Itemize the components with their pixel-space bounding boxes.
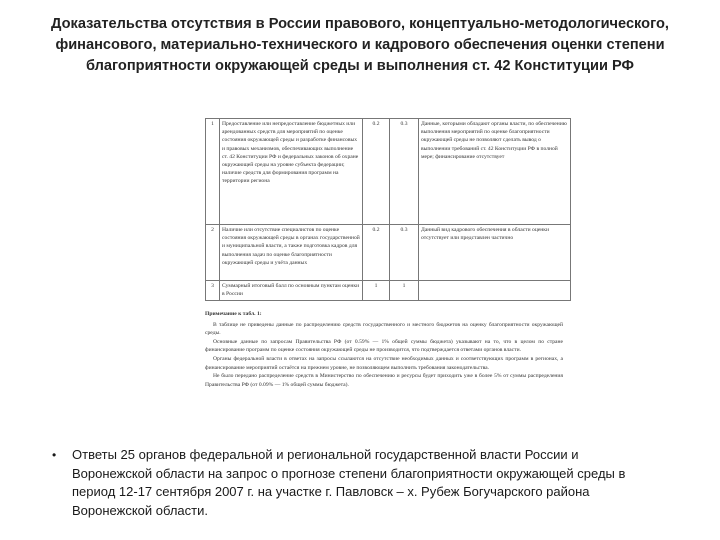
score-a: 1 (363, 281, 390, 301)
row-text: Предоставление или непредоставление бюджетных или арендованных средств для мероприятий по оценке состояния окружающей среды и разработке финансовых и правовых механизмов, обеспечивающих выполнение ст. 42 Конституции РФ и федеральных законов об охране окружающей среды на уровне субъекта федерации; наличие средств для формирования программ на территории региона (220, 119, 363, 225)
note-paragraph: Органы федеральной власти в ответах на запросы ссылаются на отсутствие необходимых данных и соответствующих программ в регионах, а финансирование мероприятий остаётся на прежнем уровне, не позволяющем выполнить требования законодательства. (205, 355, 563, 371)
score-b: 1 (390, 281, 419, 301)
row-text: Суммарный итоговый балл по основным пунктам оценки в России (220, 281, 363, 301)
bullet-text: Ответы 25 органов федеральной и региональной государственной власти России и Воронежской области на запрос о прогнозе степени благоприятности окружающей среды в период 12-17 сентября 2007 г. на участке г. Павловск – х. Рубеж Богучарского района Воронежской области. (72, 447, 626, 518)
note-paragraph: Не было передано распределение средств в Министерство по обеспечению и ресурсы будет приходить уже в более 5% от суммы распределения Правительства РФ (от 0.09% — 1% общей суммы бюджета). (205, 373, 563, 388)
row-comment: Данный вид кадрового обеспечения в области оценки отсутствует или представлен частично (419, 225, 571, 281)
score-a: 0.2 (363, 225, 390, 281)
row-comment: Данные, которыми обладают органы власти, по обеспечению выполнения мероприятий по оценке благоприятности окружающей среды не позволяют сделать вывод о выполнении требований ст. 42 Конституции РФ в полной мере; финансирование отсутствует (419, 119, 571, 225)
row-number: 2 (206, 225, 220, 281)
note-paragraph: В таблице не приведены данные по распределению средств государственного и местного бюджетов на оценку благоприятности окружающей среды. (205, 321, 563, 337)
table-notes (205, 310, 563, 389)
row-number: 1 (206, 119, 220, 225)
table-row (206, 281, 571, 301)
note-paragraph: Основные данные по запросам Правительства РФ (от 0.59% — 1% общей суммы бюджета) указывают на то, что в целом по стране финансирование программ по оценке состояния окружающей среды не производится, что подтверждается ответами органов власти. (205, 338, 563, 354)
table-row (206, 225, 571, 281)
score-b: 0.3 (390, 225, 419, 281)
row-number: 3 (206, 281, 220, 301)
row-text: Наличие или отсутствие специалистов по оценке состояния окружающей среды в органах государственной и муниципальной власти, а также подготовка кадров для выполнения задач по оценке благоприятности окружающей среды и учёта данных (220, 225, 363, 281)
slide-title: Доказательства отсутствия в России правового, концептуально-методологического, финансового, материально-технического и кадрового обеспечения оценки степени благоприятности окружающей среды и выполнения ст. 42 Конституции РФ (51, 16, 669, 74)
table-row (206, 119, 571, 225)
evidence-table (205, 118, 571, 301)
score-a: 0.2 (363, 119, 390, 225)
scanned-document (205, 118, 567, 418)
notes-heading: Примечание к табл. 1: (205, 311, 262, 317)
row-comment (419, 281, 571, 301)
bullet-marker: • (52, 448, 57, 462)
score-b: 0.3 (390, 119, 419, 225)
